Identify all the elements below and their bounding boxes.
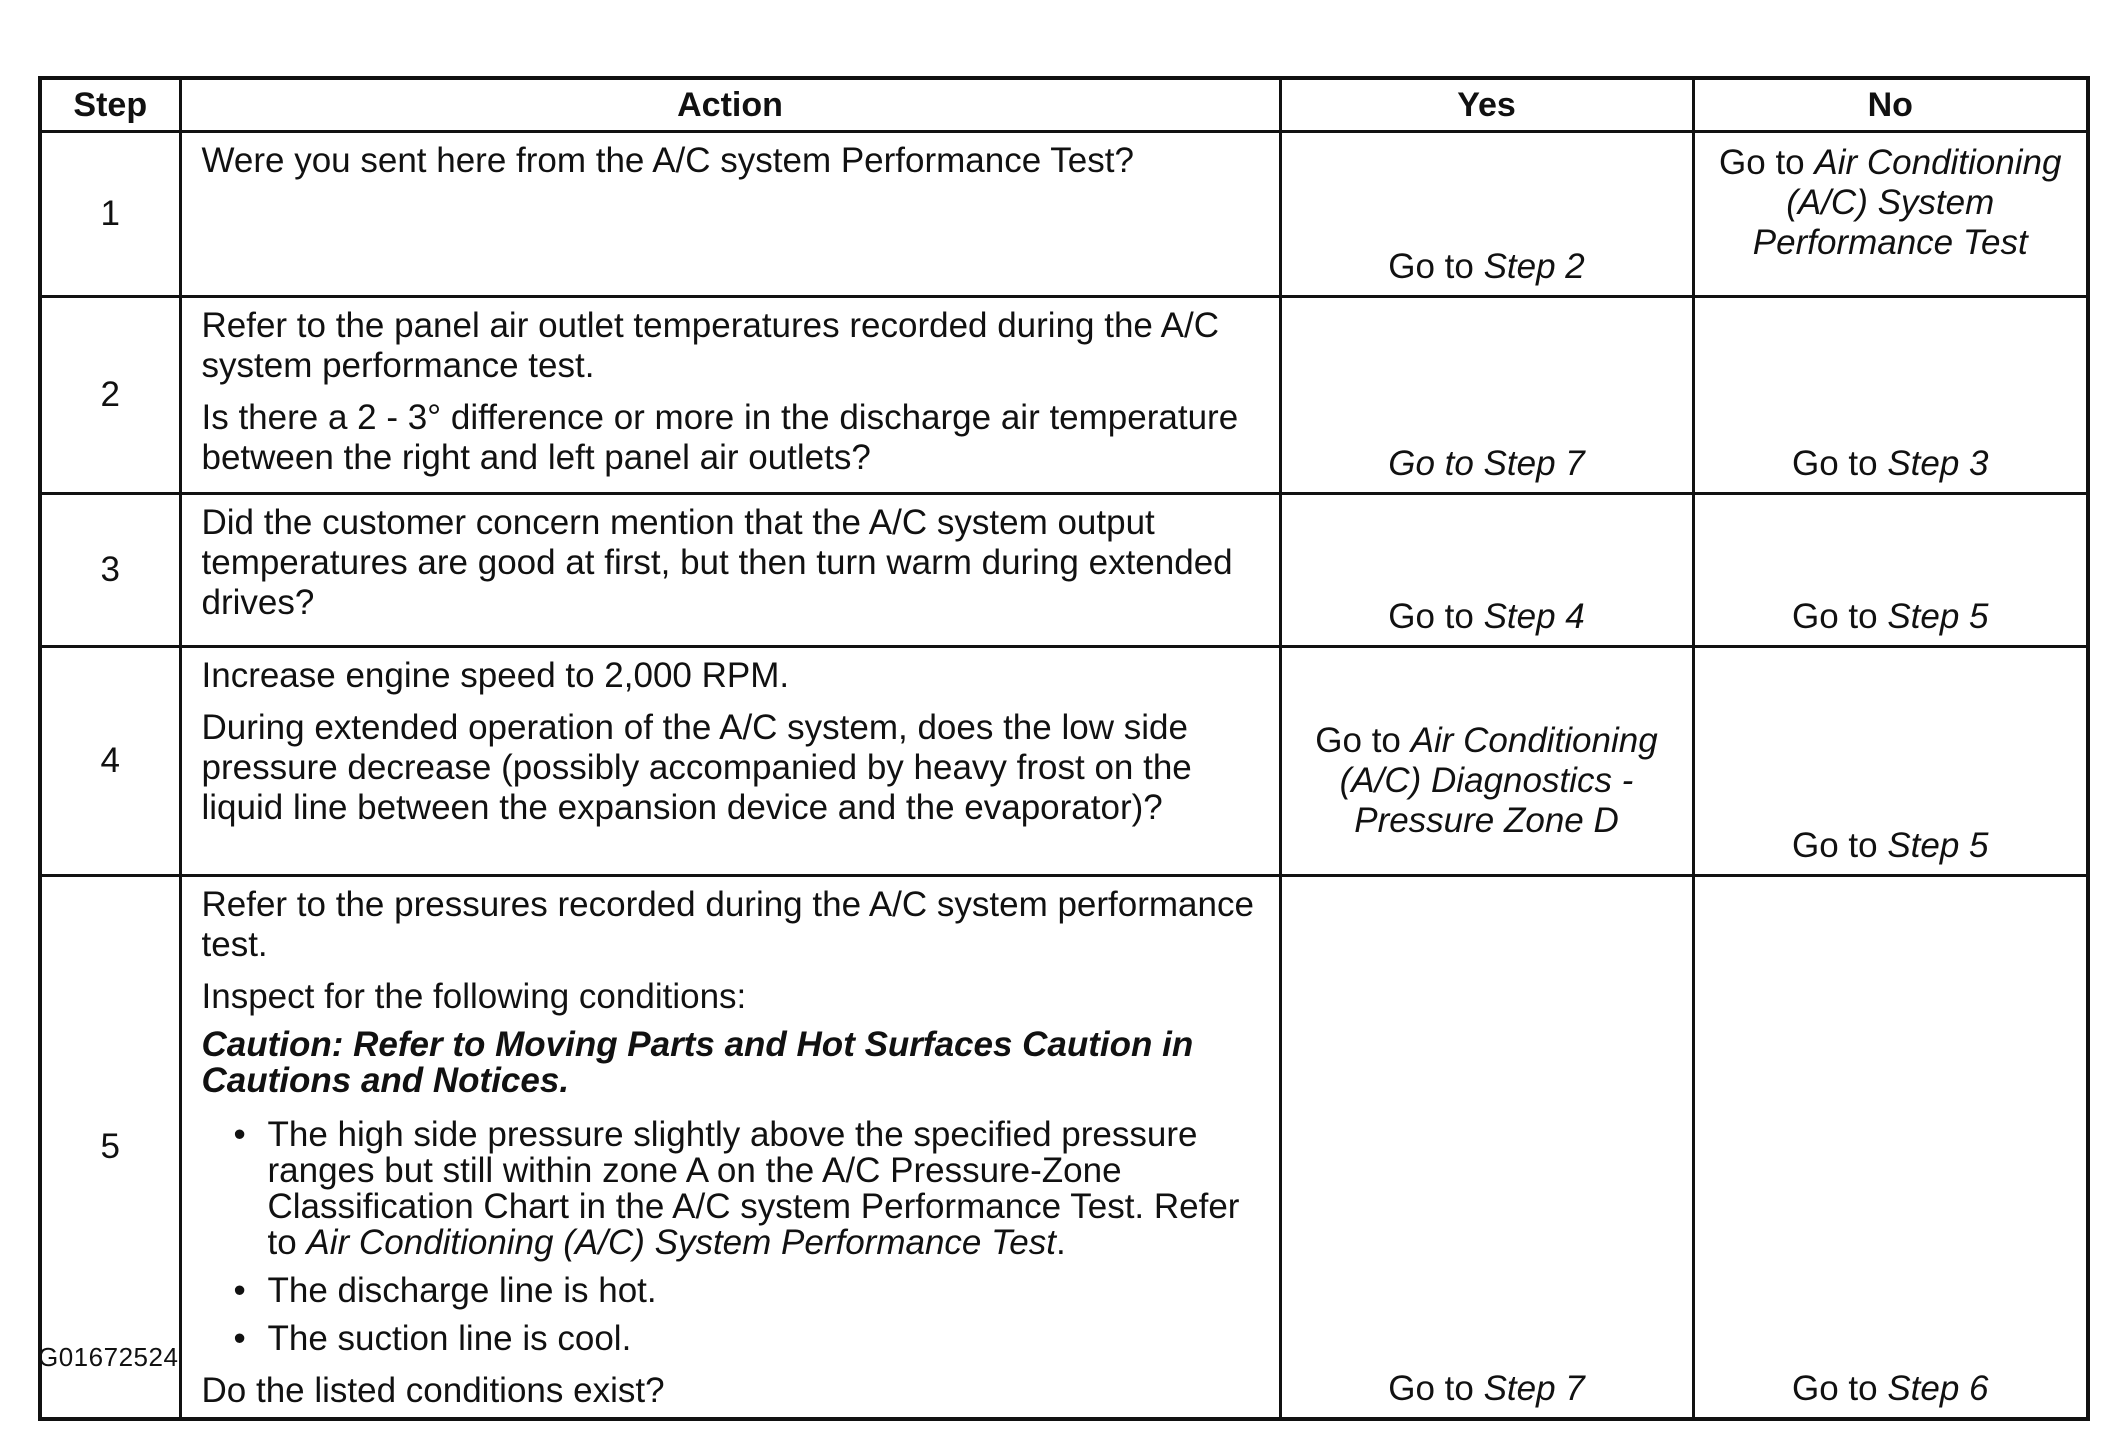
diagnostic-table	[38, 76, 2090, 1421]
action-cell	[180, 132, 1280, 297]
no-cell	[1693, 647, 2088, 876]
caution-note: Caution: Refer to Moving Parts and Hot Surfaces Caution in Cautions and Notices.	[201, 1025, 1194, 1100]
step-number: 4	[40, 647, 180, 876]
table-row	[40, 132, 2088, 297]
list-item	[268, 1117, 1265, 1261]
step-number: 2	[40, 297, 180, 494]
figure-id: G01672524	[38, 1342, 179, 1372]
yes-prefix: Go to	[1388, 597, 1484, 636]
no-prefix: Go to	[1719, 143, 1815, 182]
action-text: Did the customer concern mention that the A/C system output temperatures are good at first, but then turn warm during extended drives?	[201, 503, 1233, 622]
yes-cell	[1280, 494, 1693, 647]
condition-text: The high side pressure slightly above the specified pressure ranges but still within zone A on the A/C Pressure-Zone Classification Chart in the A/C system Performance Test. Refer to	[267, 1115, 1240, 1262]
action-cell	[180, 876, 1280, 1420]
header-no: No	[1693, 78, 2088, 132]
action-cell	[180, 494, 1280, 647]
yes-cell	[1280, 647, 1693, 876]
condition-text: The discharge line is hot.	[267, 1271, 657, 1310]
no-prefix: Go to	[1791, 597, 1888, 636]
action-text: Refer to the pressures recorded during the A/C system performance test.	[201, 885, 1254, 964]
action-text: Is there a 2 - 3° difference or more in the discharge air temperature between the right and left panel air outlets?	[201, 398, 1239, 477]
step-number: 3	[40, 494, 180, 647]
header-action: Action	[180, 78, 1280, 132]
condition-list	[202, 1117, 1265, 1357]
action-question: Do the listed conditions exist?	[201, 1371, 665, 1410]
header-step: Step	[40, 78, 180, 132]
no-prefix: Go to	[1791, 1369, 1888, 1408]
no-cell	[1693, 297, 2088, 494]
no-link[interactable]: Step 3	[1887, 444, 1989, 483]
action-text: Were you sent here from the A/C system Performance Test?	[201, 141, 1134, 180]
yes-link[interactable]: Go to Step 7	[1388, 444, 1585, 483]
table-row	[40, 647, 2088, 876]
action-text: Increase engine speed to 2,000 RPM.	[201, 656, 790, 695]
step-number: 5	[40, 876, 180, 1420]
table-row	[40, 297, 2088, 494]
no-cell	[1693, 494, 2088, 647]
no-cell	[1693, 132, 2088, 297]
list-item	[268, 1273, 1265, 1309]
condition-end: .	[1055, 1223, 1066, 1262]
action-cell	[180, 647, 1280, 876]
yes-cell	[1280, 876, 1693, 1420]
yes-link[interactable]: Step 7	[1483, 1369, 1585, 1408]
action-text: During extended operation of the A/C system, does the low side pressure decrease (possibly accompanied by heavy frost on the liquid line between the expansion device and the evaporator)?	[201, 708, 1192, 827]
no-link[interactable]: Step 6	[1887, 1369, 1989, 1408]
yes-link[interactable]: Air Conditioning (A/C) Diagnostics - Pressure Zone D	[1339, 721, 1658, 840]
yes-prefix: Go to	[1315, 721, 1411, 760]
no-link[interactable]: Step 5	[1887, 597, 1989, 636]
action-cell	[180, 297, 1280, 494]
table-row	[40, 494, 2088, 647]
action-text: Refer to the panel air outlet temperatures recorded during the A/C system performance test.	[201, 306, 1220, 385]
yes-cell	[1280, 297, 1693, 494]
list-item	[268, 1321, 1265, 1357]
no-cell	[1693, 876, 2088, 1420]
condition-text: The suction line is cool.	[267, 1319, 632, 1358]
condition-link[interactable]: Air Conditioning (A/C) System Performance Test	[306, 1223, 1056, 1262]
step-number: 1	[40, 132, 180, 297]
yes-cell	[1280, 132, 1693, 297]
no-prefix: Go to	[1791, 444, 1888, 483]
no-prefix: Go to	[1791, 826, 1888, 865]
table-header-row	[40, 78, 2088, 132]
yes-link[interactable]: Step 4	[1483, 597, 1585, 636]
table-row	[40, 876, 2088, 1420]
header-yes: Yes	[1280, 78, 1693, 132]
yes-prefix: Go to	[1388, 1369, 1484, 1408]
yes-link[interactable]: Step 2	[1483, 247, 1585, 286]
action-text: Inspect for the following conditions:	[201, 977, 747, 1016]
no-link[interactable]: Step 5	[1887, 826, 1989, 865]
no-link[interactable]: Air Conditioning (A/C) System Performance Test	[1752, 143, 2062, 262]
yes-prefix: Go to	[1388, 247, 1484, 286]
